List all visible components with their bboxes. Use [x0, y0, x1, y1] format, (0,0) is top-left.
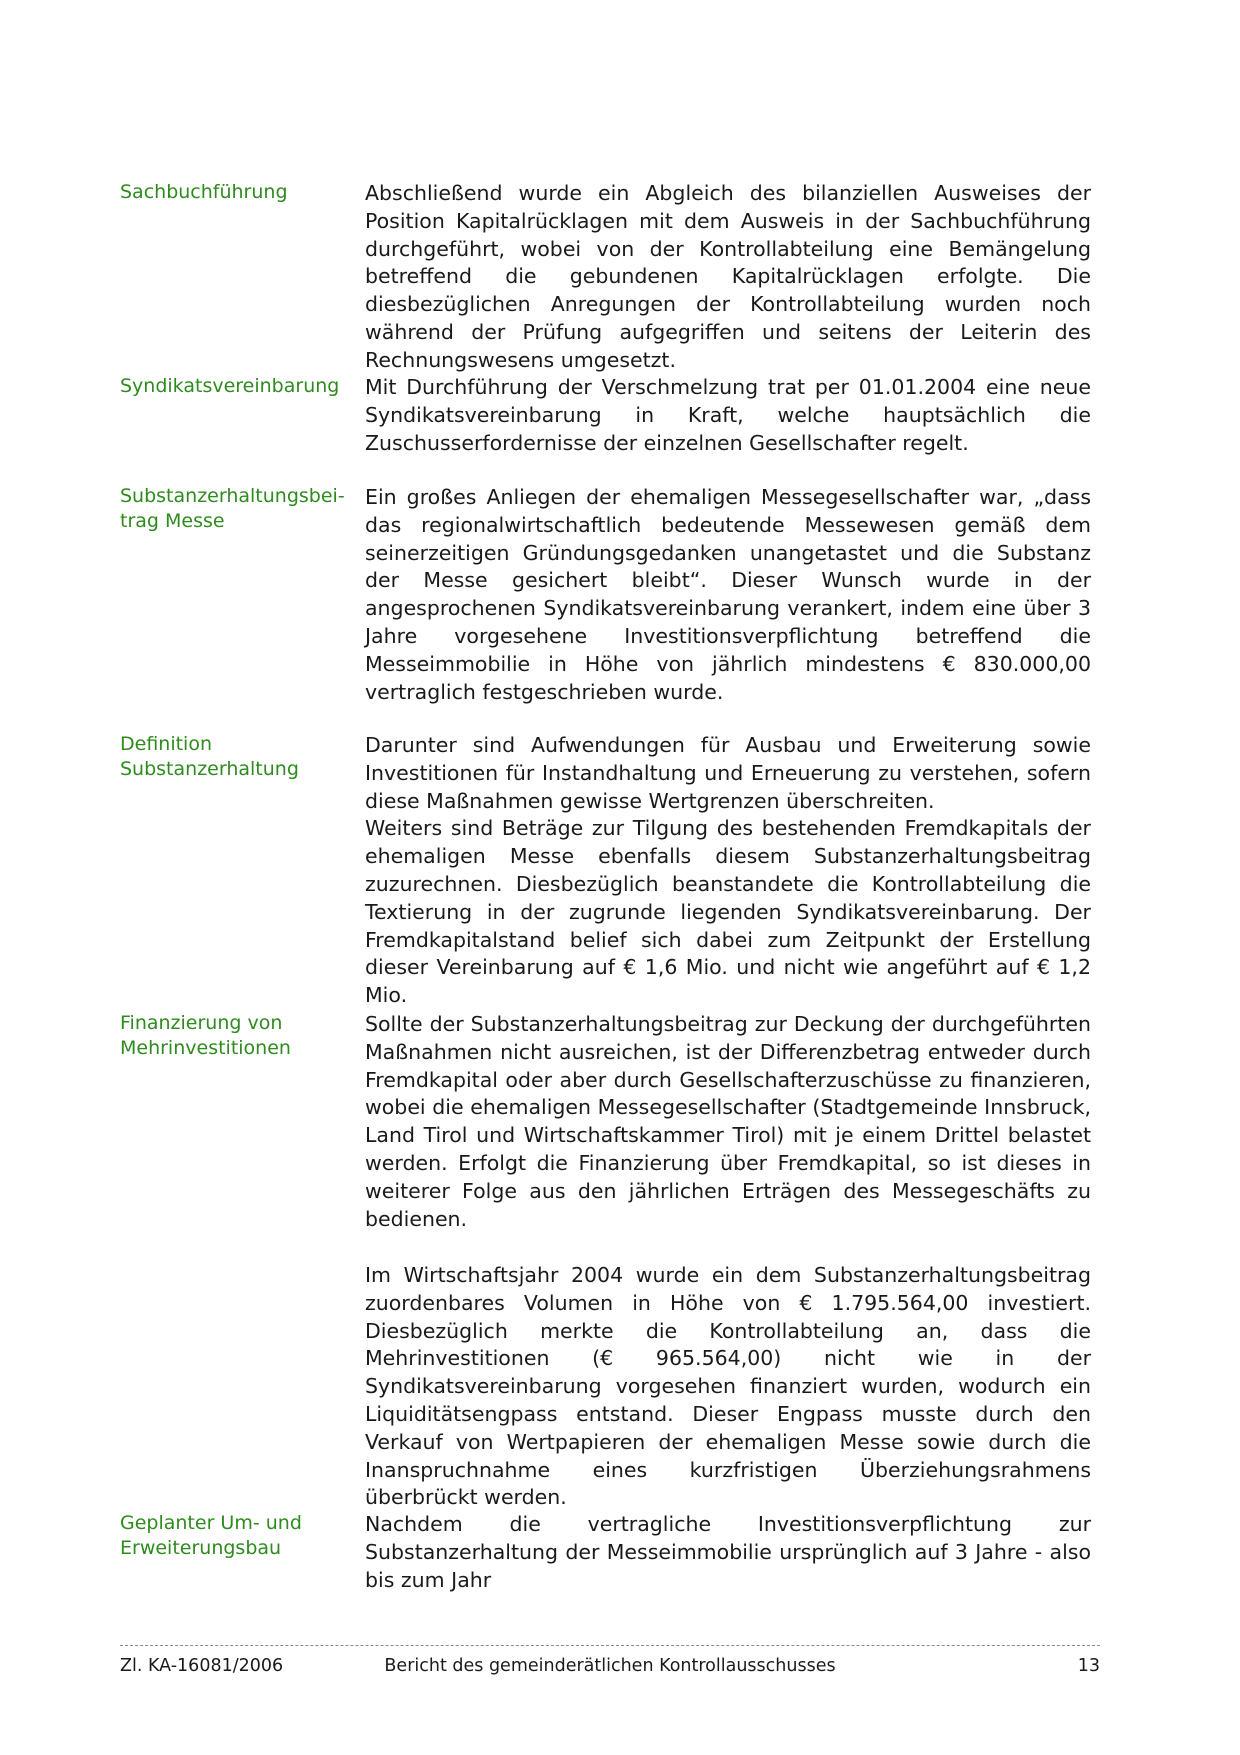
footer-divider: [120, 1645, 1100, 1646]
section-body: [365, 180, 1091, 375]
page-number: 13: [1077, 1656, 1100, 1676]
paragraph: Darunter sind Aufwendungen für Ausbau und Erweiterung sowie Investitionen für Instandhaltung und Erneuerung zu verstehen, sofern diese Maßnahmen gewisse Wertgrenzen überschreiten.: [365, 733, 1091, 813]
paragraph: Abschließend wurde ein Abgleich des bilanziellen Ausweises der Position Kapitalrücklagen mit dem Ausweis in der Sachbuchführung durchgeführt, wobei von der Kontrollabteilung eine Bemängelung betreffend die gebundenen Kapitalrücklagen erfolgte. Die diesbezüglichen Anregungen der Kontrollabteilung wurden noch während der Prüfung aufgegriffen und seitens der Leiterin des Rechnungswesens umgesetzt.: [365, 181, 1091, 372]
section-body: [365, 484, 1091, 706]
paragraph: Mit Durchführung der Verschmelzung trat per 01.01.2004 eine neue Syndikatsvereinbarung in Kraft, welche hauptsächlich die Zuschusserfordernisse der einzelnen Gesellschafter regelt.: [365, 375, 1091, 455]
margin-label: Syndikatsvereinbarung: [120, 375, 340, 397]
section-body: [365, 1511, 1091, 1594]
margin-label: Substanzerhaltungsbei- trag Messe: [120, 485, 345, 532]
margin-label: Sachbuchführung: [120, 181, 288, 203]
section-body: [365, 1262, 1091, 1512]
section-body: [365, 1011, 1091, 1233]
page-footer: [120, 1652, 1100, 1680]
margin-label: Definition Substanzerhaltung: [120, 733, 299, 780]
paragraph: Nachdem die vertragliche Investitionsverpflichtung zur Substanzerhaltung der Messeimmobilie ursprünglich auf 3 Jahre - also bis zum Jahr: [365, 1512, 1091, 1592]
margin-label: Geplanter Um- und Erweiterungsbau: [120, 1512, 302, 1559]
footer-reference: Zl. KA-16081/2006: [120, 1656, 284, 1676]
paragraph: Sollte der Substanzerhaltungsbeitrag zur Deckung der durchgeführten Maßnahmen nicht ausreichen, ist der Differenzbetrag entweder durch Fremdkapital oder aber durch Gesellschafterzuschüsse zu finanzieren, wobei die ehemaligen Messegesellschafter (Stadtgemeinde Innsbruck, Land Tirol und Wirtschaftskammer Tirol) mit je einem Drittel belastet werden. Erfolgt die Finanzierung über Fremdkapital, so ist dieses in weiterer Folge aus den jährlichen Erträgen des Messegeschäfts zu bedienen.: [365, 1012, 1091, 1231]
footer-title: Bericht des gemeinderätlichen Kontrollausschusses: [384, 1656, 836, 1676]
paragraph: Weiters sind Beträge zur Tilgung des bestehenden Fremdkapitals der ehemaligen Messe ebenfalls diesem Substanzerhaltungsbeitrag zuzurechnen. Diesbezüglich beanstandete die Kontrollabteilung die Textierung in der zugrunde liegenden Syndikatsvereinbarung. Der Fremdkapitalstand belief sich dabei zum Zeitpunkt der Erstellung dieser Vereinbarung auf € 1,6 Mio. und nicht wie angeführt auf € 1,2 Mio.: [365, 816, 1091, 1008]
paragraph: Ein großes Anliegen der ehemaligen Messegesellschafter war, „dass das regionalwirtschaftlich bedeutende Messewesen gemäß dem seinerzeitigen Gründungsgedanken unangetastet und die Substanz der Messe gesichert bleibt“. Dieser Wunsch wurde in der angesprochenen Syndikatsvereinbarung verankert, indem eine über 3 Jahre vorgesehene Investitionsverpflichtung betreffend die Messeimmobilie in Höhe von jährlich mindestens € 830.000,00 vertraglich festgeschrieben wurde.: [365, 485, 1091, 704]
section-body: [365, 374, 1091, 457]
section-body: [365, 732, 1091, 1010]
paragraph: Im Wirtschaftsjahr 2004 wurde ein dem Substanzerhaltungsbeitrag zuordenbares Volumen in Höhe von € 1.795.564,00 investiert. Diesbezüglich merkte die Kontrollabteilung an, dass die Mehrinvestitionen (€ 965.564,00) nicht wie in der Syndikatsvereinbarung vorgesehen finanziert wurden, wodurch ein Liquiditätsengpass entstand. Dieser Engpass musste durch den Verkauf von Wertpapieren der ehemaligen Messe sowie durch die Inanspruchnahme eines kurzfristigen Überziehungsrahmens überbrückt werden.: [365, 1263, 1091, 1510]
margin-label: Finanzierung von Mehrinvestitionen: [120, 1012, 291, 1059]
